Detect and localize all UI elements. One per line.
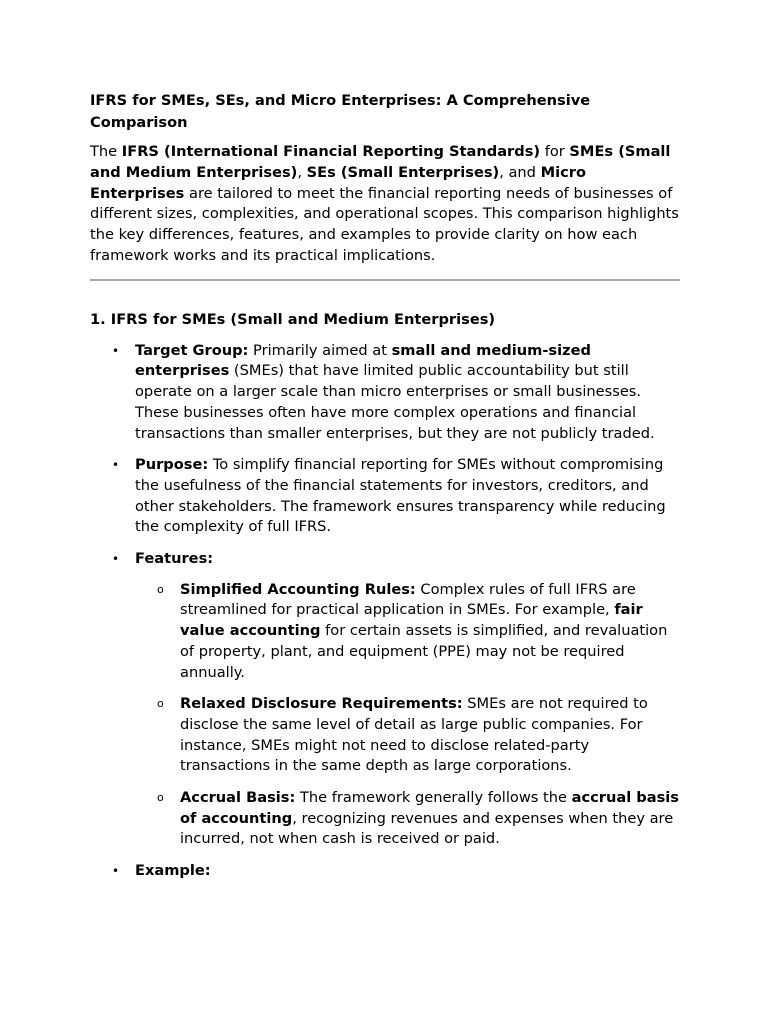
intro-paragraph	[90, 142, 680, 267]
intro-bold-smes: SMEs (Small and Medium Enterprises)	[90, 143, 671, 181]
accrual-basis-text-2: , recognizing revenues and expenses when they are incurred, not when cash is received or paid.	[180, 809, 674, 848]
bullet-icon: •	[112, 863, 120, 878]
intro-bold-micro: Micro Enterprises	[90, 163, 586, 202]
intro-bold-ifrs: IFRS (International Financial Reporting Standards)	[121, 143, 541, 160]
sub-bullet-icon: o	[157, 790, 164, 804]
purpose-text: To simplify financial reporting for SMEs without compromising the usefulness of the financial statements for investors, creditors, and other stakeholders. The framework ensures transparency while reducing the complexity of full IFRS.	[135, 456, 666, 536]
relaxed-disclosure-label: Relaxed Disclosure Requirements:	[180, 695, 463, 713]
accrual-basis-text-1: The framework generally follows the	[295, 788, 572, 806]
list-item-features	[90, 549, 680, 850]
bullet-icon: •	[112, 458, 120, 473]
sub-item-relaxed-disclosure	[135, 694, 680, 777]
document-page	[90, 90, 680, 892]
simplified-rules-text-2: for certain assets is simplified, and revaluation of property, plant, and equipment (PPE) may not be required annually.	[180, 622, 668, 681]
target-group-bold: small and medium-sized enterprises	[135, 341, 591, 380]
purpose-label: Purpose:	[135, 456, 209, 474]
sub-bullet-icon: o	[157, 697, 164, 711]
intro-text-3: ,	[297, 163, 307, 181]
sub-item-accrual-basis	[135, 788, 680, 850]
bullet-icon: •	[112, 551, 120, 566]
list-item-target-group	[90, 341, 680, 445]
section-divider	[90, 279, 680, 281]
intro-text-5: are tailored to meet the financial reporting needs of businesses of different sizes, complexities, and operational scopes. This comparison highlights the key differences, features, and examples to provide clarity on how each framework works and its practical implications.	[90, 184, 679, 264]
sub-item-simplified-rules	[135, 580, 680, 684]
target-group-text-2: (SMEs) that have limited public accountability but still operate on a larger scale than micro enterprises or small businesses. These businesses often have more complex operations and financial transactions than smaller enterprises, but they are not publicly traded.	[135, 362, 655, 442]
target-group-label: Target Group:	[135, 341, 249, 359]
simplified-rules-bold: fair value accounting	[180, 601, 643, 640]
accrual-basis-label: Accrual Basis:	[180, 788, 296, 806]
section-heading-smes: 1. IFRS for SMEs (Small and Medium Enterprises)	[90, 310, 496, 328]
smes-bullet-list	[90, 341, 680, 882]
sub-bullet-icon: o	[157, 582, 164, 596]
intro-text-2: for	[540, 143, 570, 160]
simplified-rules-text-1: Complex rules of full IFRS are streamlined for practical application in SMEs. For example,	[180, 580, 636, 619]
intro-text-4: , and	[499, 163, 541, 181]
intro-text-1: The	[90, 143, 122, 160]
bullet-icon: •	[112, 343, 120, 358]
simplified-rules-label: Simplified Accounting Rules:	[180, 580, 416, 598]
intro-bold-ses: SEs (Small Enterprises)	[306, 163, 500, 181]
features-label: Features:	[135, 549, 214, 567]
target-group-text-1: Primarily aimed at	[248, 341, 392, 359]
features-sub-list	[135, 580, 680, 851]
list-item-purpose	[90, 455, 680, 538]
example-label: Example:	[135, 861, 211, 879]
accrual-basis-bold: accrual basis of accounting	[180, 788, 679, 827]
document-title: IFRS for SMEs, SEs, and Micro Enterprises: A Comprehensive Comparison	[90, 92, 591, 131]
relaxed-disclosure-text: SMEs are not required to disclose the same level of detail as large public companies. For instance, SMEs might not need to disclose related-party transactions in the same depth as large corporations.	[180, 695, 648, 775]
list-item-example	[90, 861, 680, 882]
